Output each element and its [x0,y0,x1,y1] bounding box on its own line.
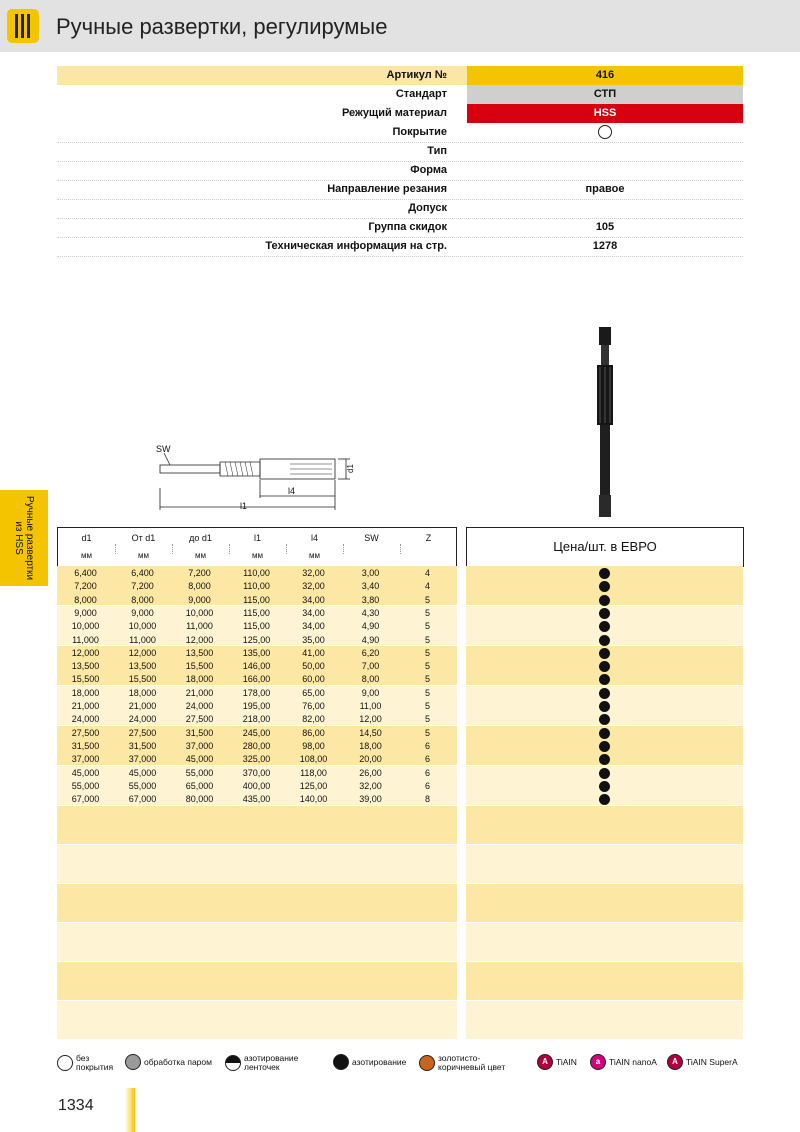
l1-label: l1 [240,501,248,511]
property-label: Артикул № [386,69,447,81]
table-cell: 110,00 [243,568,270,578]
property-row [57,123,743,143]
table-cell: 9,00 [361,687,380,698]
property-value [467,199,743,218]
coating-legend [57,1054,747,1080]
column-header: Z [425,533,432,543]
property-label: Тип [427,145,447,157]
table-cell: 135,00 [242,647,271,658]
column-unit: мм [195,551,206,560]
table-cell: 8,000 [188,581,211,592]
table-cell: 15,500 [185,661,214,672]
legend-label: обработка паром [144,1056,212,1067]
table-cell: 118,00 [300,767,327,778]
reamer-logo-icon [7,9,39,43]
table-cell: 6 [424,780,430,791]
column-separator [400,544,401,554]
table-row [57,594,457,607]
section-tab [0,490,48,586]
table-cell: 4 [424,568,430,578]
property-row [57,142,743,162]
table-row [57,660,457,673]
table-cell: 5 [424,621,430,632]
table-cell: 125,00 [242,634,271,645]
legend-item [537,1054,577,1070]
table-cell: 6,400 [74,568,97,578]
table-cell: 140,00 [299,794,328,805]
table-cell: 5 [424,674,430,685]
table-cell: 86,00 [302,727,325,738]
table-cell: 7,200 [74,581,97,592]
column-header: d1 [81,533,92,543]
table-cell: 24,000 [128,714,157,725]
availability-dot-icon[interactable] [599,608,610,619]
legend-item [125,1054,212,1070]
table-cell: 5 [424,647,430,658]
column-separator [286,544,287,554]
table-cell: 80,000 [185,794,214,805]
table-cell: 67,000 [128,794,157,805]
table-cell: 115,00 [243,621,270,632]
table-cell: 8,00 [361,674,380,685]
legend-item [333,1054,406,1070]
table-cell: 67,000 [71,794,100,805]
table-cell: 35,00 [302,634,325,645]
price-header: Цена/шт. в ЕВРО [466,527,744,567]
table-cell: 370,00 [242,767,271,778]
availability-dot-icon[interactable] [599,595,610,606]
table-cell: 82,00 [302,714,325,725]
table-cell: 27,500 [185,714,214,725]
price-row-band [466,884,743,922]
table-row [57,753,457,766]
table-row-band [57,923,457,961]
table-cell: 12,00 [359,714,382,725]
table-cell: 11,000 [72,634,99,645]
property-row [57,218,743,238]
column-separator [172,544,173,554]
table-cell: 325,00 [242,754,271,765]
technical-drawing [150,440,360,520]
table-cell: 178,00 [242,687,271,698]
table-cell: 39,00 [359,794,382,805]
table-cell: 4,30 [361,607,380,618]
price-row-band [466,806,743,844]
table-cell: 45,000 [71,767,100,778]
property-label: Режущий материал [341,107,447,119]
property-label: Стандарт [395,88,447,100]
column-unit: мм [309,551,320,560]
table-cell: 5 [424,634,430,645]
table-cell: 13,500 [185,647,214,658]
table-cell: 6,20 [361,647,380,658]
column-unit: мм [138,551,149,560]
table-cell: 21,000 [128,701,157,711]
table-cell: 26,00 [359,767,382,778]
table-row-band [57,884,457,922]
table-cell: 6 [424,754,430,765]
table-row [57,780,457,793]
table-cell: 13,500 [128,661,157,672]
table-cell: 18,000 [71,687,100,698]
availability-dot-icon[interactable] [599,728,610,739]
table-cell: 13,500 [71,661,100,672]
property-label: Покрытие [392,126,447,138]
table-cell: 195,00 [242,701,271,711]
property-label: Допуск [408,202,447,214]
property-value [467,161,743,180]
table-cell: 5 [424,607,430,618]
property-label: Направление резания [327,183,447,195]
table-row-band [57,806,457,844]
table-cell: 41,00 [302,647,325,658]
legend-item [590,1054,657,1070]
table-row [57,740,457,753]
table-cell: 5 [424,594,430,605]
page-title: Ручные развертки, регулирумые [56,14,388,39]
legend-label: азотирование ленточек [244,1053,299,1072]
legend-label: TiAIN SuperA [686,1056,738,1067]
table-cell: 115,00 [243,594,270,605]
page-accent-bar [125,1088,135,1132]
table-cell: 9,000 [131,607,154,618]
table-cell: 34,00 [302,594,325,605]
table-cell: 18,000 [128,687,157,698]
table-cell: 21,000 [185,687,214,698]
table-row-band [57,845,457,883]
property-label: Техническая информация на стр. [265,240,447,252]
table-cell: 7,200 [188,568,211,578]
uncoated-circle-icon [57,1055,73,1071]
table-cell: 50,00 [302,661,325,672]
column-header: l1 [253,533,261,543]
table-cell: 3,40 [361,581,380,592]
uncoated-circle-icon [598,125,612,139]
table-cell: 27,500 [71,727,100,738]
table-cell: 10,000 [71,621,100,632]
table-cell: 4,90 [361,634,380,645]
table-cell: 15,500 [71,674,100,685]
tiain-supera-icon: A [667,1054,683,1070]
table-cell: 12,000 [71,647,100,658]
column-header: до d1 [189,533,212,543]
table-cell: 4,90 [361,621,380,632]
table-row [57,607,457,620]
table-cell: 65,00 [302,687,325,698]
availability-dot-icon[interactable] [599,768,610,779]
steam-treatment-icon [125,1054,141,1070]
table-row [57,767,457,780]
availability-dot-icon[interactable] [599,688,610,699]
legend-label: золотисто-коричневый цвет [438,1053,506,1072]
table-cell: 6 [424,740,430,751]
table-cell: 32,00 [359,780,382,791]
table-cell: 245,00 [242,727,271,738]
table-cell: 45,000 [128,767,157,778]
tiain-nanoa-icon: a [590,1054,606,1070]
table-cell: 218,00 [242,714,271,725]
table-row-band [57,962,457,1000]
property-row [57,199,743,219]
availability-dot-icon[interactable] [599,781,610,792]
table-cell: 45,000 [185,754,214,765]
property-row [57,237,743,257]
price-row-band [466,962,743,1000]
table-cell: 11,00 [359,701,382,711]
table-cell: 20,00 [359,754,382,765]
table-cell: 32,00 [302,581,325,592]
table-cell: 6,400 [131,568,154,578]
property-row [57,161,743,181]
l4-label: l4 [288,486,296,496]
table-cell: 108,00 [299,754,328,765]
table-cell: 4 [424,581,430,592]
availability-dot-icon[interactable] [599,701,610,712]
table-cell: 9,000 [188,594,211,605]
column-unit: мм [81,551,92,560]
reamer-photo [590,325,620,520]
table-cell: 21,000 [71,701,100,711]
table-cell: 34,00 [302,607,325,618]
property-row [57,85,743,104]
table-row [57,687,457,700]
gold-brown-icon [419,1055,435,1071]
column-header: l4 [310,533,318,543]
price-row-band [466,1001,743,1039]
section-tab-line2: из HSS [13,521,24,555]
table-cell: 166,00 [242,674,271,685]
table-cell: 32,00 [302,568,325,578]
table-cell: 37,000 [185,740,214,751]
table-cell: 31,500 [71,740,100,751]
property-value: правое [585,183,625,195]
property-label: Форма [410,164,447,176]
price-row-band [466,845,743,883]
table-row [57,673,457,686]
availability-dot-icon[interactable] [599,568,610,579]
table-cell: 8,000 [131,594,154,605]
d1-label: d1 [345,464,355,473]
column-separator [229,544,230,554]
table-cell: 9,000 [74,607,97,618]
table-cell: 3,80 [361,594,380,605]
table-cell: 98,00 [302,740,325,751]
property-label: Группа скидок [368,221,447,233]
legend-item [419,1054,516,1072]
table-cell: 435,00 [242,794,271,805]
column-unit: мм [252,551,263,560]
table-cell: 6 [424,767,430,778]
table-cell: 31,500 [128,740,157,751]
property-row [57,66,743,85]
table-row [57,580,457,593]
table-row [57,713,457,726]
section-tab-line1: Ручные развертки [24,495,35,581]
table-cell: 12,000 [185,634,214,645]
table-row [57,727,457,740]
table-cell: 27,500 [128,727,157,738]
property-value: 1278 [592,240,618,252]
column-header: SW [364,533,379,543]
legend-item [225,1054,322,1072]
table-cell: 55,000 [128,780,157,791]
availability-dot-icon[interactable] [599,635,610,646]
table-row [57,700,457,713]
nitrided-band-icon [225,1055,241,1071]
table-row-band [57,1001,457,1039]
table-row [57,567,457,580]
table-cell: 5 [424,661,430,672]
table-cell: 14,50 [359,727,382,738]
property-value: HSS [467,104,743,123]
sw-label: SW [156,444,171,454]
availability-dot-icon[interactable] [599,648,610,659]
property-row [57,180,743,200]
nitrided-icon [333,1054,349,1070]
legend-label: TiAIN nanoA [609,1056,657,1067]
table-cell: 15,500 [128,674,157,685]
table-cell: 125,00 [299,780,328,791]
legend-label: азотирование [352,1056,407,1067]
tiain-icon: A [537,1054,553,1070]
table-cell: 8 [424,794,430,805]
table-cell: 37,000 [128,754,157,765]
table-cell: 24,000 [71,714,100,725]
table-cell: 34,00 [302,621,325,632]
property-value: СТП [467,85,743,104]
table-cell: 280,00 [242,740,271,751]
table-cell: 55,000 [185,767,214,778]
column-header: От d1 [131,533,156,543]
table-cell: 65,000 [185,780,214,791]
table-cell: 11,000 [186,621,213,632]
property-value [467,142,743,161]
property-row [57,104,743,123]
availability-dot-icon[interactable] [599,741,610,752]
table-cell: 8,000 [74,594,97,605]
table-cell: 37,000 [71,754,100,765]
table-cell: 146,00 [242,661,271,672]
table-row [57,647,457,660]
table-cell: 115,00 [243,607,270,618]
table-cell: 55,000 [71,780,100,791]
table-cell: 5 [424,687,430,698]
column-separator [343,544,344,554]
table-cell: 18,000 [185,674,214,685]
table-row [57,620,457,633]
table-cell: 110,00 [243,581,270,592]
property-value: 416 [467,66,743,85]
page-number: 1334 [58,1097,94,1114]
table-header [57,527,457,567]
table-cell: 7,200 [131,581,154,592]
table-cell: 60,00 [302,674,325,685]
legend-label: TiAIN [556,1056,577,1067]
table-cell: 24,000 [185,701,214,711]
table-cell: 5 [424,714,430,725]
table-cell: 10,000 [185,607,214,618]
table-cell: 76,00 [302,701,325,711]
price-row-band [466,923,743,961]
table-row [57,634,457,647]
table-cell: 7,00 [361,661,380,672]
legend-label: без покрытия [76,1053,114,1072]
table-cell: 5 [424,727,430,738]
table-row [57,793,457,806]
property-value [467,123,743,142]
table-cell: 3,00 [361,568,380,578]
table-cell: 400,00 [242,780,271,791]
table-cell: 5 [424,701,430,711]
table-cell: 18,00 [359,740,382,751]
legend-item [57,1054,120,1072]
table-cell: 10,000 [128,621,157,632]
property-value: 105 [595,221,615,233]
column-separator [115,544,116,554]
table-cell: 11,000 [129,634,156,645]
page-header [0,0,800,52]
legend-item [667,1054,738,1070]
table-cell: 31,500 [185,727,214,738]
table-cell: 12,000 [128,647,157,658]
